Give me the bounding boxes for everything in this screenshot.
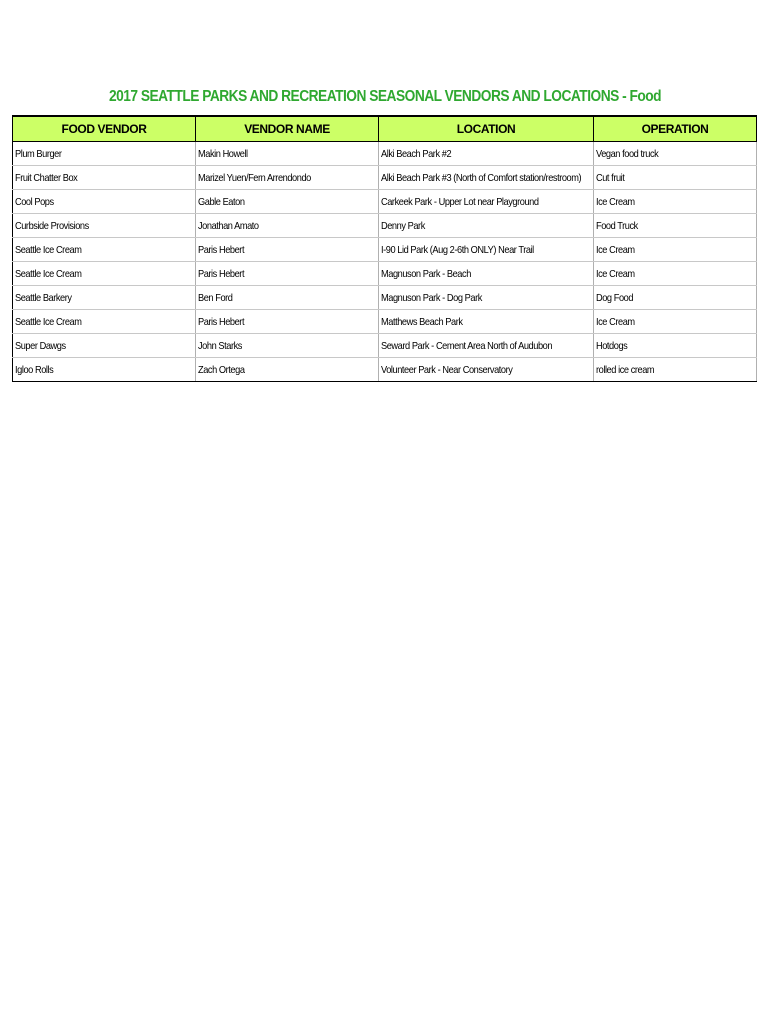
- cell-food-vendor: [13, 214, 196, 238]
- table-row: [13, 238, 757, 262]
- cell-food-vendor: [13, 262, 196, 286]
- cell-location: [379, 142, 594, 166]
- page-title: 2017 SEATTLE PARKS AND RECREATION SEASONAL VENDORS AND LOCATIONS - Food: [108, 88, 662, 105]
- table-row: [13, 334, 757, 358]
- cell-vendor-name: [196, 166, 379, 190]
- cell-operation: [594, 142, 757, 166]
- cell-text: Seward Park - Cement Area North of Audubon: [381, 339, 553, 352]
- cell-text: John Starks: [198, 339, 242, 352]
- cell-operation: [594, 358, 757, 382]
- cell-text: Marizel Yuen/Fern Arrendondo: [198, 171, 311, 184]
- cell-text: Paris Hebert: [198, 243, 245, 256]
- cell-food-vendor: [13, 358, 196, 382]
- table-row: [13, 190, 757, 214]
- cell-operation: [594, 286, 757, 310]
- cell-text: Igloo Rolls: [15, 363, 54, 376]
- table-body: [13, 142, 757, 382]
- cell-text: Ice Cream: [596, 315, 635, 328]
- cell-text: Dog Food: [596, 291, 634, 304]
- cell-food-vendor: [13, 190, 196, 214]
- cell-location: [379, 166, 594, 190]
- cell-vendor-name: [196, 142, 379, 166]
- table-row: [13, 310, 757, 334]
- table-row: [13, 214, 757, 238]
- cell-text: Carkeek Park - Upper Lot near Playground: [381, 195, 539, 208]
- cell-food-vendor: [13, 286, 196, 310]
- cell-text: rolled ice cream: [596, 363, 655, 376]
- cell-location: [379, 358, 594, 382]
- cell-operation: [594, 214, 757, 238]
- cell-operation: [594, 190, 757, 214]
- cell-text: Alki Beach Park #2: [381, 147, 452, 160]
- column-header-food-vendor: FOOD VENDOR: [13, 116, 196, 142]
- cell-food-vendor: [13, 334, 196, 358]
- cell-text: Food Truck: [596, 219, 638, 232]
- table-row: [13, 286, 757, 310]
- cell-text: Gable Eaton: [198, 195, 245, 208]
- cell-food-vendor: [13, 166, 196, 190]
- cell-text: Paris Hebert: [198, 267, 245, 280]
- column-header-vendor-name: VENDOR NAME: [196, 116, 379, 142]
- cell-vendor-name: [196, 286, 379, 310]
- cell-text: Jonathan Amato: [198, 219, 259, 232]
- cell-food-vendor: [13, 142, 196, 166]
- table-row: [13, 262, 757, 286]
- cell-operation: [594, 166, 757, 190]
- cell-location: [379, 310, 594, 334]
- table-row: [13, 142, 757, 166]
- cell-text: Seattle Ice Cream: [15, 267, 82, 280]
- cell-operation: [594, 262, 757, 286]
- vendor-table: [12, 115, 757, 382]
- cell-text: Cut fruit: [596, 171, 625, 184]
- cell-text: Alki Beach Park #3 (North of Comfort station/restroom): [381, 171, 582, 184]
- cell-text: Seattle Barkery: [15, 291, 72, 304]
- cell-text: Denny Park: [381, 219, 425, 232]
- cell-vendor-name: [196, 334, 379, 358]
- cell-text: Ben Ford: [198, 291, 233, 304]
- cell-text: Ice Cream: [596, 195, 635, 208]
- cell-text: Matthews Beach Park: [381, 315, 463, 328]
- column-header-operation: OPERATION: [594, 116, 757, 142]
- cell-operation: [594, 238, 757, 262]
- cell-vendor-name: [196, 310, 379, 334]
- cell-location: [379, 262, 594, 286]
- cell-text: Ice Cream: [596, 243, 635, 256]
- cell-food-vendor: [13, 310, 196, 334]
- cell-operation: [594, 310, 757, 334]
- cell-location: [379, 238, 594, 262]
- table-row: [13, 358, 757, 382]
- cell-vendor-name: [196, 262, 379, 286]
- cell-text: Fruit Chatter Box: [15, 171, 78, 184]
- cell-vendor-name: [196, 190, 379, 214]
- cell-vendor-name: [196, 214, 379, 238]
- cell-location: [379, 190, 594, 214]
- cell-vendor-name: [196, 358, 379, 382]
- cell-text: Ice Cream: [596, 267, 635, 280]
- cell-text: Volunteer Park - Near Conservatory: [381, 363, 513, 376]
- cell-text: Magnuson Park - Dog Park: [381, 291, 482, 304]
- cell-text: Makin Howell: [198, 147, 248, 160]
- cell-location: [379, 286, 594, 310]
- cell-text: Zach Ortega: [198, 363, 245, 376]
- cell-text: Super Dawgs: [15, 339, 66, 352]
- cell-text: Vegan food truck: [596, 147, 659, 160]
- cell-text: Cool Pops: [15, 195, 54, 208]
- cell-text: Magnuson Park - Beach: [381, 267, 471, 280]
- cell-food-vendor: [13, 238, 196, 262]
- cell-text: Plum Burger: [15, 147, 62, 160]
- cell-text: I-90 Lid Park (Aug 2-6th ONLY) Near Trail: [381, 243, 534, 256]
- header-row: [13, 116, 757, 142]
- cell-vendor-name: [196, 238, 379, 262]
- table-row: [13, 166, 757, 190]
- cell-location: [379, 334, 594, 358]
- cell-text: Paris Hebert: [198, 315, 245, 328]
- cell-text: Hotdogs: [596, 339, 628, 352]
- cell-location: [379, 214, 594, 238]
- cell-text: Seattle Ice Cream: [15, 243, 82, 256]
- cell-text: Curbside Provisions: [15, 219, 89, 232]
- column-header-location: LOCATION: [379, 116, 594, 142]
- cell-operation: [594, 334, 757, 358]
- cell-text: Seattle Ice Cream: [15, 315, 82, 328]
